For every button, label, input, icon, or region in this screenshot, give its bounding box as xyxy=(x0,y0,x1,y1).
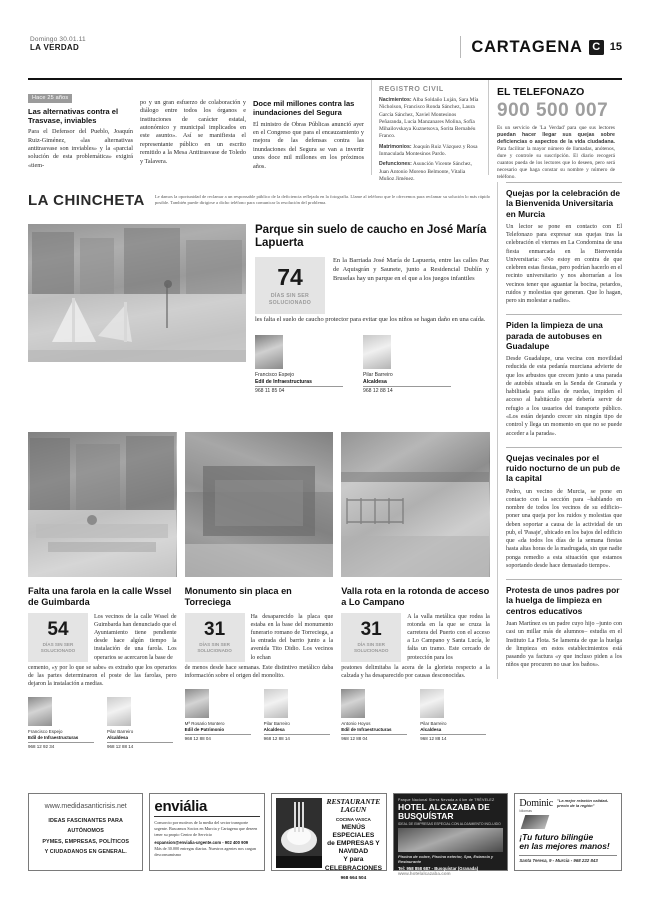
contact-phone: 968 12 88 14 xyxy=(363,388,393,395)
ad-website[interactable]: www.hotelalcazaba.com xyxy=(397,870,451,876)
ad-menu-line: de EMPRESAS Y NAVIDAD xyxy=(327,839,380,856)
ad-brand-block xyxy=(519,798,553,829)
contact-role: Alcaldesa xyxy=(107,735,173,743)
sub-articles xyxy=(28,586,490,749)
contact-role: Alcaldesa xyxy=(264,727,330,735)
sidebar-item-bienvenida xyxy=(506,182,622,305)
registro-matrimonios xyxy=(379,144,481,159)
sub-lead-text: A la valla metálica que rodea la rotonda en la que se cruza la carretera del Puerto con el acceso a Lo Campano y Santa Lucía, le falta un tramo. Este cercado de protección para los xyxy=(407,613,490,661)
sub-inner xyxy=(341,613,490,662)
byline-contact xyxy=(420,689,486,741)
article-headline: Doce mil millones contra las inundaciones del Segura xyxy=(253,99,355,118)
avatar xyxy=(420,689,444,718)
feature-text-column xyxy=(255,224,489,394)
days-unsolved-box xyxy=(341,613,401,662)
contact-role: Edil de Infraestructuras xyxy=(255,379,343,388)
food-photo xyxy=(276,798,322,866)
ad-top-row xyxy=(519,798,617,829)
avatar xyxy=(363,335,391,369)
feature-tail-text: les falta el suelo de caucho protector para evitar que los niños se hagan daño en una caída. xyxy=(255,316,486,324)
contact-phone: 968 12 88 14 xyxy=(263,735,290,741)
sub-tail-text: peatones delimitaba la acera de la glorieta respecto a la calzada y ha desaparecido por causas desconocidas. xyxy=(341,664,490,679)
ad-line: Y CIUDADANOS EN GENERAL. xyxy=(44,848,127,855)
chincheta-banner xyxy=(28,192,490,222)
photo-monumento xyxy=(185,432,334,577)
ad-restaurant-name: RESTAURANTE LAGUN xyxy=(326,797,381,815)
byline-contact xyxy=(28,697,94,749)
avatar xyxy=(255,335,283,369)
days-label: DÍAS SIN SER SOLUCIONADO xyxy=(40,641,76,653)
publication-date: Domingo 30.01.11 xyxy=(30,36,86,43)
days-unsolved-box xyxy=(28,613,88,662)
article-kicker: Hace 25 años xyxy=(28,94,72,103)
ad-slogan-line: ¡Tu futuro bilingüe xyxy=(519,832,594,842)
registro-text: Alba Soldaño Luján, Sara Mía Nicholson, Francisco Ronda Sánchez, Laura García Sánchez, Xaviel Montesinos Peñaranda, Lucía Manzanares Molina, Sofía Mihailovskaya Kuznetsova, Sorita Bernabéu Franco. xyxy=(379,97,479,140)
ad-logo-sub: Idiomas xyxy=(519,809,532,813)
sidebar-body: Un lector se pone en contacto con El Telefonazo para expresar sus quejas tras la celebración el viernes en La Condomina de una fiesta enmarcada en la Bienvenida Universitaria: «No estoy en contra de que celebren estas fiestas, pero podrían hacerlo en el recinto universitario y nos ahorrarían a los vecinos tener que aguantar la bocina, petardos, ruidos y molestias que generan. Que lo hagan, pero sin molestar a nadie». xyxy=(506,223,622,305)
article-body: El ministro de Obras Públicas anunció ayer en el Congreso que para el encauzamiento y mejora de las defensas contra las inundaciones del Segura se van a invertir unos doce mil millones en los próximos años. xyxy=(253,120,364,170)
sub-bylines xyxy=(28,697,177,749)
sidebar-item-pub xyxy=(506,447,622,570)
sidebar-body: Desde Guadalupe, una vecina con movilidad reducida de esta pedanía murciana advierte de que los arbustos que crecen junto a una parada de autobús situada en la Senda de Granada y habilitada para sillas de ruedas, impiden el acceso al habitáculo que debería servir de refugio a los usuarios del transporte público. «Los están dejando crecer sin ningún tipo de control y llega un momento en que no se puede acceder a la parada». xyxy=(506,356,622,437)
photo-strip xyxy=(28,432,490,577)
avatar xyxy=(28,697,52,726)
registro-civil-title: REGISTRO CIVIL xyxy=(379,86,444,93)
ad-text: Consorcio por motivos de la media del sector transporte urgente. Buscamos Socios en Murcia y Cartagena que deseen tener su propio Centro de Servicio xyxy=(154,820,258,837)
divider xyxy=(506,579,622,580)
ad-slogan-line: en las mejores manos! xyxy=(519,841,610,852)
sub-tail-text: cemento, «y por lo que se sabe» es extraño que los operarios de las partes determinaron el poste de las farolas, pero dejaron la instalación a medias. xyxy=(28,664,177,687)
sub-article-monumento xyxy=(185,586,334,749)
divider xyxy=(506,314,622,315)
ad-logo: Dominic xyxy=(519,798,553,809)
sidebar-headline: Piden la limpieza de una parada de autobuses en Guadalupe xyxy=(506,320,603,351)
ad-url[interactable]: www.medidasanticrisis.net xyxy=(44,803,127,810)
contact-role: Edil de Infraestructuras xyxy=(28,735,94,743)
avatar xyxy=(185,689,209,718)
telefonazo-phone-number: 900 500 007 xyxy=(497,100,609,121)
divider xyxy=(506,447,622,448)
telefonazo-body-rest: Para facilitar la mayor número de llamadas, anótenos, dure y controle su suscripción. El diario recogerá cuantos pueda de los lectores que lo deseen, pero será necesario que haga constar su nombre y número de teléfono. xyxy=(497,145,615,180)
feature-article xyxy=(28,224,490,394)
days-label: DÍA SIN SER SOLUCIONADO xyxy=(353,641,389,653)
ad-line: IDEAS FASCINANTES PARA AUTÓNOMOS xyxy=(48,818,123,835)
days-count: 31 xyxy=(360,618,382,640)
masthead-left xyxy=(30,36,86,53)
diamond-icon xyxy=(521,815,550,829)
days-unsolved-box xyxy=(185,613,245,662)
ad-line: PYMES, EMPRESAS, POLÍTICOS xyxy=(42,838,130,845)
sub-bylines xyxy=(185,689,334,741)
contact-phone: 968 12 88 04 xyxy=(341,735,368,741)
article-body: Para el Defensor del Pueblo, Joaquín Ruiz-Giménez, «las alternativas antitrasvase son inviables» y la «parcial solución de esta problemática» exigirá «tiem- xyxy=(28,128,133,169)
feature-row xyxy=(28,224,490,394)
ad-medidas-anticrisis[interactable] xyxy=(28,793,143,871)
contact-name: Pilar Barreiro xyxy=(107,729,134,735)
ad-subtitle: IDEAL DE EMPRESAS ESPECIAL CON ALOJAMIENTO INCLUIDO xyxy=(397,821,501,826)
registro-civil-block xyxy=(371,80,488,182)
hace-25-anos-article xyxy=(28,80,140,175)
masthead xyxy=(30,36,622,70)
hotel-photo xyxy=(398,828,503,852)
byline-contact xyxy=(107,697,173,749)
article-headline: Las alternativas contra el Trasvase, inviables xyxy=(28,106,119,125)
registro-label: Defunciones: xyxy=(379,161,412,168)
ad-dominic-idiomas[interactable] xyxy=(514,793,622,871)
sidebar-item-huelga xyxy=(506,579,622,669)
ad-text-column xyxy=(322,797,382,880)
feature-headline: Parque sin suelo de caucho en José María Lapuerta xyxy=(255,224,487,250)
contact-role: Edil de Infraestructuras xyxy=(341,727,407,735)
contact-phone: 968 12 88 14 xyxy=(420,735,447,741)
contact-phone: 968 12 88 04 xyxy=(184,735,211,741)
sidebar-item-guadalupe xyxy=(506,314,622,437)
byline-contact xyxy=(255,335,343,394)
ad-menu-line: MENÚS ESPECIALES xyxy=(332,823,375,839)
feature-lead-text: En la Barriada José María de Lapuerta, entre las calles Paz de Aquisgrán y Saunete, junto a Residencial Dublín y Bruselas hay un parque en el que a los juegos infantiles xyxy=(333,256,489,282)
chincheta-title: LA CHINCHETA xyxy=(28,192,145,209)
contact-name: Francisco Espejo xyxy=(255,372,295,379)
contact-name: Pilar Barreiro xyxy=(420,720,447,726)
registro-text: Asunción Vicente Sánchez, Juan Antonio Moreno Belmonte, Vitalia Muñoz Jiménez. xyxy=(379,161,472,182)
ad-cuisine-style: COCINA VASCA xyxy=(335,816,371,822)
top-strip xyxy=(28,78,622,182)
ad-phone[interactable]: 968 664 504 xyxy=(340,874,367,880)
section-title: CARTAGENA xyxy=(471,37,583,56)
hace-25-anos-continuation xyxy=(140,80,253,175)
contact-name: Mª Rosario Montero xyxy=(184,720,225,726)
days-label: DÍAS SIN SER SOLUCIONADO xyxy=(268,292,312,306)
ad-quote: "La mejor relación calidad-precio de la región" xyxy=(556,798,609,809)
sub-article-farola xyxy=(28,586,177,749)
playground-photo-graphic xyxy=(28,224,246,362)
sidebar-headline: Quejas por la celebración de la Bienvenida Universitaria en Murcia xyxy=(506,188,621,219)
sub-lead-text: Los vecinos de la calle Wssel de Guimbarda han denunciado que el Ayuntamiento tiene pendiente desde hace algún tiempo la instalación de una farola. Los operarios se acercaron la base de xyxy=(94,613,177,661)
advertisement-bar xyxy=(28,793,622,880)
article-body-continued: po y un gran esfuerzo de colaboración y diálogo entre todos los órganos e instituciones de carácter estatal, autonómico y municipal implicados en este asunto». Así se manifiesta el representante público en un escrito remitido a la Mesa Antitrasvase de Toledo y Talavera. xyxy=(140,99,246,165)
contact-name: Pilar Barreiro xyxy=(263,720,290,726)
ad-bold-note: Más de 30.000 entregas diarias. Nuestros agentes nos cargan desconsumismo xyxy=(154,845,256,857)
registro-label: Nacimientos: xyxy=(379,97,412,103)
section-badge-icon: C xyxy=(589,40,604,55)
registro-nacimientos xyxy=(379,97,481,141)
ad-hotel-name: HOTEL ALCAZABA DE BUSQUÍSTAR xyxy=(397,802,490,821)
sidebar-body: Pedro, un vecino de Murcia, se pone en contacto con la sección para –hablando en nombre de todos los vecinos de su edificio– poner una queja por los ruidos y molestias que deben soportar a causa de la actividad de un pub, el 'Pasaje', ubicado en los bajos del edificio que «da todos los días de la semana fiestas hasta altas horas de la madrugada, sin que nadie ponga remedio a esta situación que estamos soportando desde hace demasiado tiempo». xyxy=(506,488,622,569)
telefonazo-body-bold: puedan hacer llegar sus quejas sobre deficiencias o aspectos de la vida ciudadana. xyxy=(497,131,615,145)
feature-bylines xyxy=(255,335,489,394)
photo-farola xyxy=(28,432,177,577)
ad-phone[interactable]: Tel: 958 858 687 - Busquístar (Granada) xyxy=(397,865,479,871)
sidebar-headline: Protesta de unos padres por la huelga de limpieza en centros educativos xyxy=(506,585,620,616)
ad-features: Piscina de cobre, Piscina exterior, Spa, Estancia y Restaurante xyxy=(397,853,494,865)
sub-headline: Falta una farola en la calle Wssel de Guimbarda xyxy=(28,586,172,607)
sidebar-headline: Quejas vecinales por el ruido nocturno de un pub de la capital xyxy=(506,452,620,484)
byline-contact xyxy=(341,689,407,741)
masthead-right xyxy=(460,36,622,58)
sub-lead-text: Ha desaparecido la placa que estaba en la base del monumento funerario romano de Torreciega, a la entrada del barrio junto a la avenida Tito Didio. Los vecinos lo echan xyxy=(250,613,334,661)
days-count: 54 xyxy=(47,618,69,640)
ad-header: Parque Nacional Sierra Nevada a 4 km de TRÉVELEZ xyxy=(397,798,495,802)
street-photo-graphic xyxy=(28,432,176,577)
sub-bylines xyxy=(341,689,490,741)
monument-photo-graphic xyxy=(185,432,333,577)
sub-tail-text: de menos desde hace semanas. Este distintivo metálico daba información sobre el origen del monolito. xyxy=(184,664,334,679)
telefonazo-title: EL TELEFONAZO xyxy=(497,86,585,98)
ad-hotel-alcazaba[interactable] xyxy=(393,793,508,876)
registro-text: Joaquín Ruiz Vázquez y Rosa Inmaculada Montesinos Pardo. xyxy=(379,143,478,158)
roundabout-photo-graphic xyxy=(341,432,489,577)
sub-headline: Monumento sin placa en Torreciega xyxy=(184,586,292,607)
avatar xyxy=(341,689,365,718)
contact-role: Alcaldesa xyxy=(363,379,451,388)
photo-valla xyxy=(341,432,490,577)
inundaciones-article xyxy=(253,80,371,175)
sub-article-valla xyxy=(341,586,490,749)
ad-contact[interactable]: expansion@envialia-urgente.com - 902 400 909 xyxy=(154,839,249,845)
contact-phone: 968 12 88 14 xyxy=(107,743,134,749)
days-unsolved-box xyxy=(255,257,325,315)
days-count: 31 xyxy=(204,618,226,640)
contact-role: Alcaldesa xyxy=(420,727,486,735)
avatar xyxy=(107,697,131,726)
divider xyxy=(506,182,622,183)
telefonazo-body xyxy=(497,125,615,181)
byline-contact xyxy=(363,335,451,394)
sidebar xyxy=(497,182,622,679)
ad-restaurante-lagun[interactable] xyxy=(271,793,387,880)
feature-inner xyxy=(255,257,489,315)
ad-address[interactable]: Santa Teresa, 9 - Murcia - 968 222 843 xyxy=(519,855,617,863)
contact-name: Antonio Hoyos xyxy=(341,720,371,726)
publication-name: LA VERDAD xyxy=(30,43,80,53)
contact-role: Edil de Patrimonio xyxy=(185,727,251,735)
ad-menu-line: Y para CELEBRACIONES xyxy=(324,856,382,872)
avatar xyxy=(264,689,288,718)
contact-name: Pilar Barreiro xyxy=(363,372,393,379)
registro-defunciones xyxy=(379,161,481,183)
registro-label: Matrimonios: xyxy=(379,143,412,150)
sidebar-body: Juan Martínez es un padre cuyo hijo –junto con casi un millar más de alumnos– estudia en el Instituto La Flota. Se lamenta de que la huelga de limpieza en estos establecimientos está pasando ya factura «y que incluso piden a los niños que procuren no usar los baños». xyxy=(506,620,622,669)
sub-inner xyxy=(185,613,334,662)
chincheta-standfirst: Le damos la oportunidad de reclamar a un responsable público de la deficiencia reflejada en la fotografía. Llame al teléfono que le ofrecemos para reclamar su solución lo más rápido posible. También puede dirigirse a dicho teléfono para comunicar la resolución del problema. xyxy=(154,194,490,206)
ad-envialia[interactable] xyxy=(149,793,264,871)
byline-contact xyxy=(264,689,330,741)
fork-and-dish-icon xyxy=(276,798,322,868)
contact-name: Francisco Espejo xyxy=(28,729,63,735)
telefonazo-body-lead: Es un servicio de 'La Verdad' para que sus lectores xyxy=(497,124,615,131)
contact-phone: 968 12 92 34 xyxy=(28,743,55,749)
page-number: 15 xyxy=(609,41,622,53)
days-count: 74 xyxy=(277,263,303,290)
ad-logo: enviália xyxy=(154,798,259,817)
byline-contact xyxy=(185,689,251,741)
telefonazo-block xyxy=(488,80,622,180)
days-label: DÍAS SIN SER SOLUCIONADO xyxy=(197,641,232,653)
feature-photo xyxy=(28,224,246,362)
sub-headline: Valla rota en la rotonda de acceso a Lo Campano xyxy=(341,586,490,607)
contact-phone: 968 11 85 04 xyxy=(255,388,285,395)
sub-inner xyxy=(28,613,177,662)
